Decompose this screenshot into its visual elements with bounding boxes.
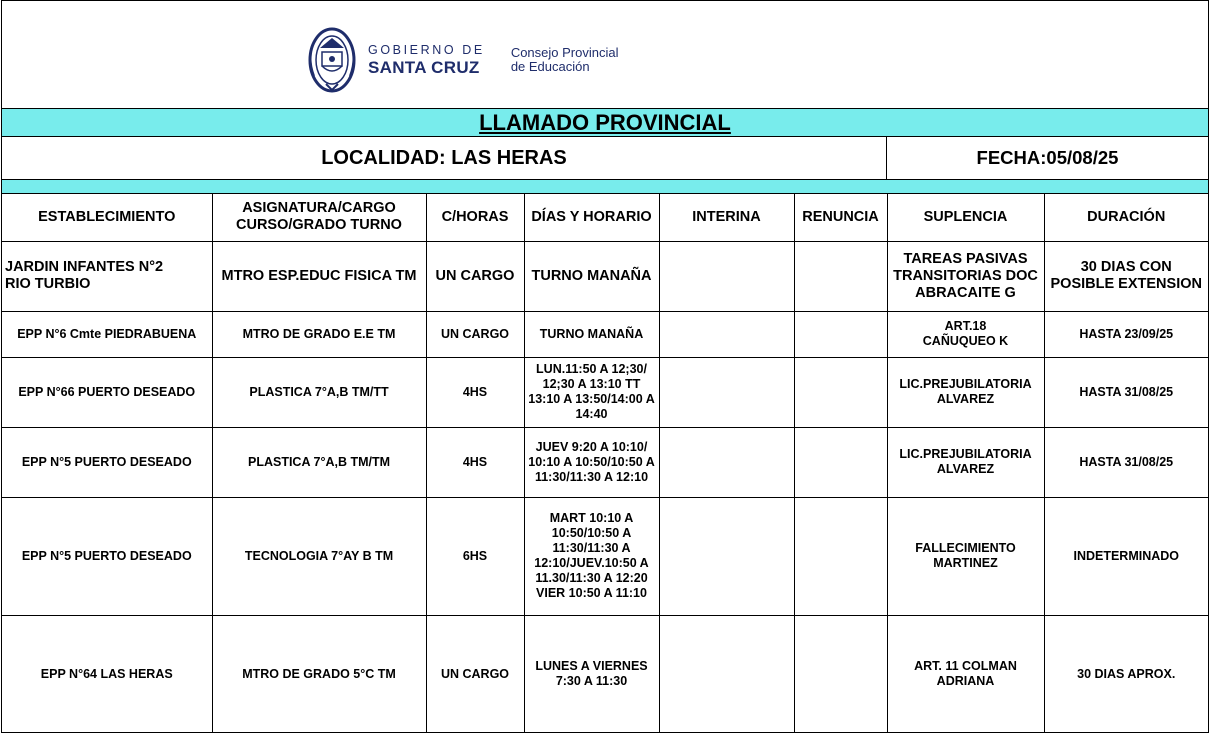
cell-choras: UN CARGO: [426, 241, 524, 311]
cell-renuncia: [794, 311, 887, 357]
cell-dias: TURNO MANAÑA: [524, 241, 659, 311]
cell-renuncia: [794, 241, 887, 311]
cell-asignatura: PLASTICA 7°A,B TM/TT: [212, 357, 426, 427]
header-dias: DÍAS Y HORARIO: [524, 194, 659, 241]
table-row: [2, 311, 1208, 357]
vacancies-table: [2, 194, 1208, 733]
table-row: [2, 357, 1208, 427]
header-asignatura: ASIGNATURA/CARGO CURSO/GRADO TURNO: [212, 194, 426, 241]
table-header-row: [2, 194, 1208, 241]
cell-establecimiento: EPP N°6 Cmte PIEDRABUENA: [2, 311, 212, 357]
cell-renuncia: [794, 427, 887, 497]
cell-choras: 6HS: [426, 497, 524, 615]
cell-asignatura: MTRO ESP.EDUC FISICA TM: [212, 241, 426, 311]
cell-asignatura: MTRO DE GRADO 5°C TM: [212, 615, 426, 733]
title-band: [2, 109, 1208, 137]
gov-main-text: SANTA CRUZ: [368, 57, 480, 77]
cell-establecimiento: EPP N°66 PUERTO DESEADO: [2, 357, 212, 427]
cell-dias: LUNES A VIERNES 7:30 A 11:30: [524, 615, 659, 733]
cell-suplencia: ART. 11 COLMAN ADRIANA: [887, 615, 1044, 733]
table-row: [2, 427, 1208, 497]
cell-choras: UN CARGO: [426, 311, 524, 357]
cell-asignatura: MTRO DE GRADO E.E TM: [212, 311, 426, 357]
separator-band: [2, 180, 1208, 194]
cell-dias: TURNO MANAÑA: [524, 311, 659, 357]
fecha-label: FECHA:05/08/25: [976, 147, 1119, 168]
government-wordmark: [368, 43, 485, 78]
cell-establecimiento: EPP N°5 PUERTO DESEADO: [2, 497, 212, 615]
header-duracion: DURACIÓN: [1044, 194, 1208, 241]
cell-duracion: HASTA 23/09/25: [1044, 311, 1208, 357]
council-wordmark: [511, 46, 619, 74]
cell-duracion: 30 DIAS APROX.: [1044, 615, 1208, 733]
table-row: [2, 497, 1208, 615]
cell-interina: [659, 241, 794, 311]
cell-interina: [659, 357, 794, 427]
table-row: [2, 241, 1208, 311]
cell-duracion: INDETERMINADO: [1044, 497, 1208, 615]
header-establecimiento: ESTABLECIMIENTO: [2, 194, 212, 241]
header-suplencia: SUPLENCIA: [887, 194, 1044, 241]
cell-establecimiento: EPP N°64 LAS HERAS: [2, 615, 212, 733]
cell-suplencia: FALLECIMIENTO MARTINEZ: [887, 497, 1044, 615]
cell-asignatura: PLASTICA 7°A,B TM/TM: [212, 427, 426, 497]
cell-dias: JUEV 9:20 A 10:10/ 10:10 A 10:50/10:50 A 11:30/11:30 A 12:10: [524, 427, 659, 497]
cell-interina: [659, 615, 794, 733]
cell-dias: MART 10:10 A 10:50/10:50 A 11:30/11:30 A 12:10/JUEV.10:50 A 11.30/11:30 A 12:20 VIER 10:50 A 11:10: [524, 497, 659, 615]
header-interina: INTERINA: [659, 194, 794, 241]
cell-duracion: HASTA 31/08/25: [1044, 357, 1208, 427]
cell-interina: [659, 311, 794, 357]
cell-renuncia: [794, 497, 887, 615]
cell-establecimiento: JARDIN INFANTES N°2 RIO TURBIO: [2, 241, 212, 311]
document-sheet: [1, 0, 1209, 733]
logo-group: [308, 25, 618, 95]
cell-establecimiento: EPP N°5 PUERTO DESEADO: [2, 427, 212, 497]
letterhead: [2, 1, 1208, 109]
cell-dias: LUN.11:50 A 12;30/ 12;30 A 13:10 TT 13:10 A 13:50/14:00 A 14:40: [524, 357, 659, 427]
cell-choras: UN CARGO: [426, 615, 524, 733]
cell-duracion: 30 DIAS CON POSIBLE EXTENSION: [1044, 241, 1208, 311]
cell-choras: 4HS: [426, 427, 524, 497]
cell-suplencia: LIC.PREJUBILATORIA ALVAREZ: [887, 427, 1044, 497]
cell-renuncia: [794, 615, 887, 733]
cell-asignatura: TECNOLOGIA 7°AY B TM: [212, 497, 426, 615]
council-line-1: Consejo Provincial: [510, 45, 619, 60]
table-row: [2, 615, 1208, 733]
council-line-2: de Educación: [510, 59, 590, 74]
cell-choras: 4HS: [426, 357, 524, 427]
cell-duracion: HASTA 31/08/25: [1044, 427, 1208, 497]
cell-renuncia: [794, 357, 887, 427]
header-choras: C/HORAS: [426, 194, 524, 241]
cell-suplencia: LIC.PREJUBILATORIA ALVAREZ: [887, 357, 1044, 427]
localidad-label: LOCALIDAD: LAS HERAS: [2, 137, 887, 179]
provincial-seal-icon: [308, 26, 356, 94]
cell-interina: [659, 497, 794, 615]
cell-interina: [659, 427, 794, 497]
header-renuncia: RENUNCIA: [794, 194, 887, 241]
page-title: LLAMADO PROVINCIAL: [479, 110, 731, 135]
location-date-row: [2, 137, 1208, 180]
cell-suplencia: ART.18 CAÑUQUEO K: [887, 311, 1044, 357]
gov-top-text: GOBIERNO DE: [368, 42, 485, 57]
cell-suplencia: TAREAS PASIVAS TRANSITORIAS DOC ABRACAITE G: [887, 241, 1044, 311]
